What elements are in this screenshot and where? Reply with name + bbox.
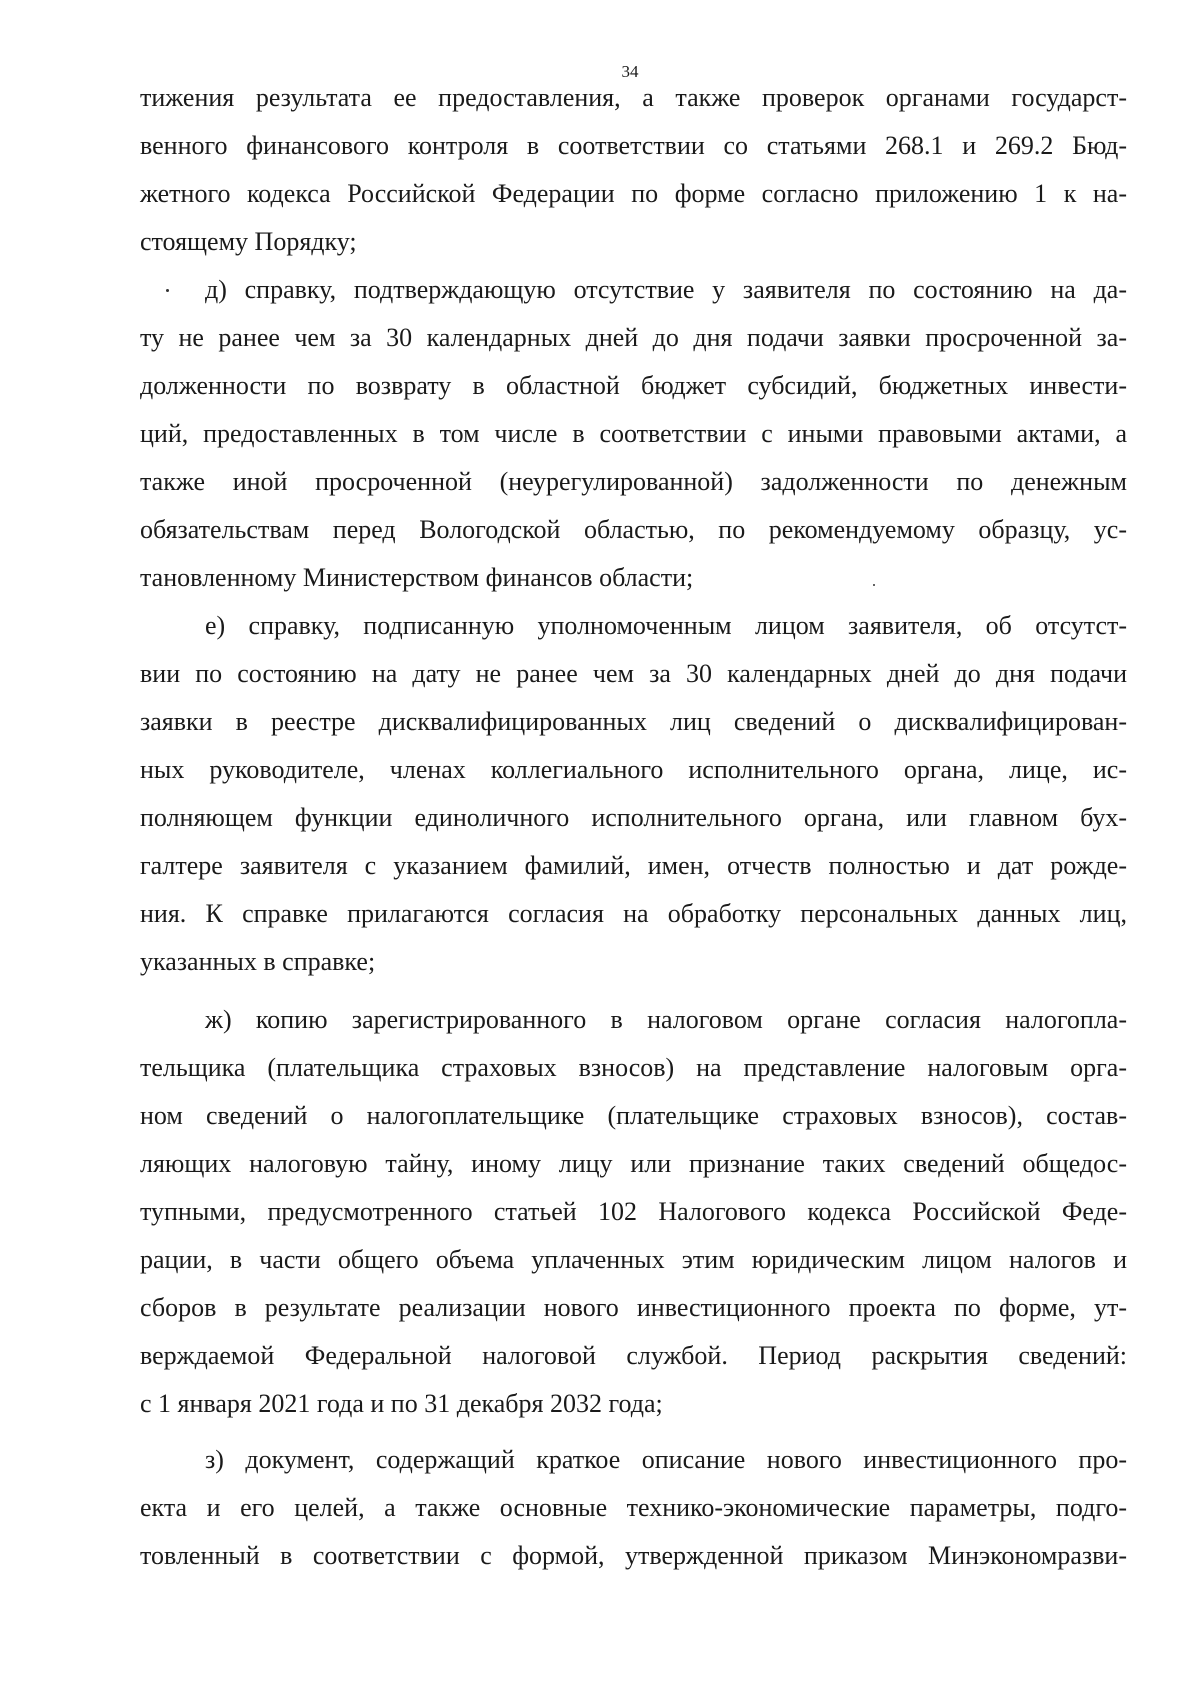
text-line: тановленному Министерством финансов области; bbox=[140, 563, 694, 592]
page-number: 34 bbox=[621, 62, 639, 81]
text-line: сборов в результате реализации нового инвестиционного проекта по форме, ут- bbox=[140, 1293, 1127, 1322]
scan-speck bbox=[873, 584, 875, 586]
text-line: обязательствам перед Вологодской областью, по рекомендуемому образцу, ус- bbox=[140, 515, 1127, 544]
text-line: жетного кодекса Российской Федерации по форме согласно приложению 1 к на- bbox=[140, 179, 1127, 208]
text-line: екта и его целей, а также основные технико-экономические параметры, подго- bbox=[140, 1493, 1127, 1522]
text-line: также иной просроченной (неурегулированной) задолженности по денежным bbox=[140, 467, 1127, 496]
text-line: тупными, предусмотренного статьей 102 Налогового кодекса Российской Феде- bbox=[140, 1197, 1127, 1226]
text-line: указанных в справке; bbox=[140, 947, 376, 976]
text-line: венного финансового контроля в соответствии со статьями 268.1 и 269.2 Бюд- bbox=[140, 131, 1127, 160]
text-line: ных руководителе, членах коллегиального исполнительного органа, лице, ис- bbox=[140, 755, 1127, 784]
text-line: с 1 января 2021 года и по 31 декабря 2032 года; bbox=[140, 1389, 663, 1418]
scan-speck bbox=[166, 289, 169, 292]
text-line: ляющих налоговую тайну, иному лицу или признание таких сведений общедос- bbox=[140, 1149, 1127, 1178]
text-line: заявки в реестре дисквалифицированных лиц сведений о дисквалифицирован- bbox=[140, 707, 1127, 736]
text-line: ций, предоставленных в том числе в соответствии с иными правовыми актами, а bbox=[140, 419, 1127, 448]
text-line: верждаемой Федеральной налоговой службой. Период раскрытия сведений: bbox=[140, 1341, 1127, 1370]
text-line: е) справку, подписанную уполномоченным лицом заявителя, об отсутст- bbox=[205, 611, 1127, 640]
text-line: ж) копию зарегистрированного в налоговом органе согласия налогопла- bbox=[205, 1005, 1127, 1034]
text-line: д) справку, подтверждающую отсутствие у заявителя по состоянию на да- bbox=[205, 275, 1127, 304]
text-line: долженности по возврату в областной бюджет субсидий, бюджетных инвести- bbox=[140, 371, 1127, 400]
text-line: ту не ранее чем за 30 календарных дней до дня подачи заявки просроченной за- bbox=[140, 323, 1127, 352]
text-line: полняющем функции единоличного исполнительного органа, или главном бух- bbox=[140, 803, 1127, 832]
text-line: галтере заявителя с указанием фамилий, имен, отчеств полностью и дат рожде- bbox=[140, 851, 1127, 880]
text-line: ния. К справке прилагаются согласия на обработку персональных данных лиц, bbox=[140, 899, 1127, 928]
text-line: товленный в соответствии с формой, утвержденной приказом Минэкономразви- bbox=[140, 1541, 1127, 1570]
text-line: рации, в части общего объема уплаченных этим юридическим лицом налогов и bbox=[140, 1245, 1127, 1274]
text-line: ном сведений о налогоплательщике (плательщике страховых взносов), состав- bbox=[140, 1101, 1127, 1130]
text-line: вии по состоянию на дату не ранее чем за 30 календарных дней до дня подачи bbox=[140, 659, 1127, 688]
text-line: тижения результата ее предоставления, а также проверок органами государст- bbox=[140, 83, 1127, 112]
text-line: тельщика (плательщика страховых взносов) на представление налоговым орга- bbox=[140, 1053, 1127, 1082]
text-line: стоящему Порядку; bbox=[140, 227, 357, 256]
text-line: з) документ, содержащий краткое описание нового инвестиционного про- bbox=[205, 1445, 1127, 1474]
